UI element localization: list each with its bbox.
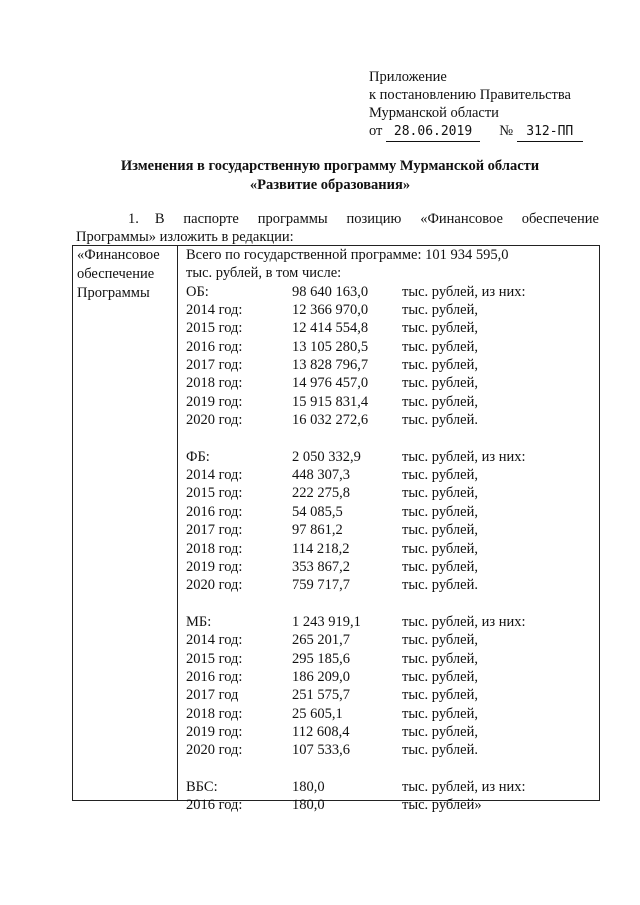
row-unit: тыс. рублей, xyxy=(402,668,478,685)
row-value: 112 608,4 xyxy=(292,723,350,740)
row-unit: тыс. рублей, xyxy=(402,687,478,704)
row-unit: тыс. рублей, xyxy=(402,522,478,539)
paragraph-words xyxy=(155,210,599,228)
funding-group xyxy=(186,283,596,448)
funding-group xyxy=(186,778,596,815)
row-value: 251 575,7 xyxy=(292,687,350,704)
row-label: 2016 год: xyxy=(186,797,243,814)
row-unit: тыс. рублей, из них: xyxy=(402,448,526,465)
row-value: 15 915 831,4 xyxy=(292,393,369,410)
group-spacer xyxy=(186,429,596,447)
annex-date-line xyxy=(369,122,629,142)
row-value: 107 533,6 xyxy=(292,742,350,759)
row-label: 2016 год: xyxy=(186,668,243,685)
row-unit: тыс. рублей, из них: xyxy=(402,283,526,300)
table-total xyxy=(186,246,596,283)
row-value: 114 218,2 xyxy=(292,540,350,557)
row-label: 2014 год: xyxy=(186,632,243,649)
row-value: 54 085,5 xyxy=(292,503,343,520)
row-value: 353 867,2 xyxy=(292,558,350,575)
row-label: 2020 год: xyxy=(186,742,243,759)
funding-row xyxy=(186,466,596,484)
row-unit: тыс. рублей. xyxy=(402,412,478,429)
financing-table xyxy=(72,245,600,814)
annex-from-label: от xyxy=(369,123,383,139)
row-label: 2015 год: xyxy=(186,320,243,337)
row-unit: тыс. рублей, xyxy=(402,375,478,392)
title-line-1: Изменения в государственную программу Мурманской области xyxy=(120,158,540,174)
row-value: 448 307,3 xyxy=(292,467,350,484)
table-left-cell xyxy=(77,246,177,303)
row-unit: тыс. рублей, xyxy=(402,650,478,667)
total-line-1: Всего по государственной программе: 101 934 595,0 xyxy=(186,247,509,263)
row-unit: тыс. рублей, xyxy=(402,503,478,520)
paragraph-line-1 xyxy=(76,210,599,228)
row-value: 1 243 919,1 xyxy=(292,613,361,630)
annex-line-2: к постановлению Правительства xyxy=(369,87,571,103)
funding-row xyxy=(186,796,596,814)
row-unit: тыс. рублей, xyxy=(402,485,478,502)
row-value: 222 275,8 xyxy=(292,485,350,502)
total-line-2: тыс. рублей, в том числе: xyxy=(186,265,342,282)
row-label: ВБС: xyxy=(186,778,218,795)
row-value: 265 201,7 xyxy=(292,632,350,649)
row-value: 97 861,2 xyxy=(292,522,343,539)
funding-row xyxy=(186,778,596,796)
row-unit: тыс. рублей, xyxy=(402,357,478,374)
funding-row xyxy=(186,631,596,649)
row-value: 180,0 xyxy=(292,797,325,814)
row-value: 13 105 280,5 xyxy=(292,338,369,355)
row-label: 2017 год: xyxy=(186,357,243,374)
left-cell-line: «Финансовое xyxy=(77,247,160,263)
funding-row xyxy=(186,374,596,392)
funding-row xyxy=(186,540,596,558)
row-unit: тыс. рублей, из них: xyxy=(402,778,526,795)
row-label: 2015 год: xyxy=(186,485,243,502)
row-value: 12 414 554,8 xyxy=(292,320,369,337)
row-label: 2019 год: xyxy=(186,393,243,410)
left-cell-line: Программы xyxy=(77,285,150,301)
row-value: 16 032 272,6 xyxy=(292,412,369,429)
funding-row xyxy=(186,576,596,594)
funding-row xyxy=(186,613,596,631)
row-unit: тыс. рублей» xyxy=(402,797,482,814)
row-label: 2014 год: xyxy=(186,467,243,484)
funding-group xyxy=(186,613,596,778)
row-label: 2014 год: xyxy=(186,302,243,319)
row-label: 2017 год: xyxy=(186,522,243,539)
funding-row xyxy=(186,393,596,411)
funding-group xyxy=(186,448,596,613)
paragraph-word: позицию xyxy=(346,211,402,227)
row-value: 13 828 796,7 xyxy=(292,357,369,374)
document-title xyxy=(60,157,600,195)
table-right-cell xyxy=(186,246,596,815)
paragraph-word: программы xyxy=(257,211,328,227)
group-spacer xyxy=(186,595,596,613)
row-value: 12 366 970,0 xyxy=(292,302,369,319)
annex-number-label: № xyxy=(499,123,514,139)
funding-row xyxy=(186,521,596,539)
row-label: 2018 год: xyxy=(186,540,243,557)
annex-date: 28.06.2019 xyxy=(386,123,480,142)
row-label: 2020 год: xyxy=(186,577,243,594)
row-value: 98 640 163,0 xyxy=(292,283,369,300)
row-unit: тыс. рублей. xyxy=(402,742,478,759)
funding-row xyxy=(186,484,596,502)
funding-row xyxy=(186,650,596,668)
funding-row xyxy=(186,503,596,521)
paragraph-word: «Финансовое xyxy=(420,211,503,227)
row-unit: тыс. рублей, xyxy=(402,320,478,337)
row-label: 2019 год: xyxy=(186,558,243,575)
funding-row xyxy=(186,668,596,686)
paragraph-word: обеспечение xyxy=(521,211,599,227)
row-unit: тыс. рублей, xyxy=(402,338,478,355)
row-label: МБ: xyxy=(186,613,212,630)
funding-row xyxy=(186,741,596,759)
funding-row xyxy=(186,411,596,429)
row-unit: тыс. рублей. xyxy=(402,577,478,594)
funding-groups xyxy=(186,283,596,815)
row-unit: тыс. рублей, xyxy=(402,467,478,484)
funding-row xyxy=(186,558,596,576)
row-unit: тыс. рублей, xyxy=(402,723,478,740)
row-value: 759 717,7 xyxy=(292,577,350,594)
row-value: 14 976 457,0 xyxy=(292,375,369,392)
funding-row xyxy=(186,319,596,337)
row-unit: тыс. рублей, xyxy=(402,705,478,722)
row-label: 2018 год: xyxy=(186,375,243,392)
title-line-2: «Развитие образования» xyxy=(249,177,411,193)
left-cell-line: обеспечение xyxy=(77,266,155,282)
row-unit: тыс. рублей, из них: xyxy=(402,613,526,630)
paragraph-number: 1. xyxy=(128,211,139,227)
paragraph-word: В xyxy=(154,211,165,227)
row-unit: тыс. рублей, xyxy=(402,540,478,557)
row-label: 2018 год: xyxy=(186,705,243,722)
funding-row xyxy=(186,356,596,374)
row-label: 2016 год: xyxy=(186,503,243,520)
row-value: 186 209,0 xyxy=(292,668,350,685)
row-label: ФБ: xyxy=(186,448,210,465)
annex-number: 312-ПП xyxy=(517,123,583,142)
paragraph-word: паспорте xyxy=(183,211,239,227)
funding-row xyxy=(186,283,596,301)
paragraph-1 xyxy=(76,210,599,246)
annex-line-3: Мурманской области xyxy=(369,105,499,121)
group-spacer xyxy=(186,760,596,778)
row-unit: тыс. рублей, xyxy=(402,632,478,649)
row-label: 2016 год: xyxy=(186,338,243,355)
funding-row xyxy=(186,723,596,741)
funding-row xyxy=(186,338,596,356)
row-value: 295 185,6 xyxy=(292,650,350,667)
row-unit: тыс. рублей, xyxy=(402,558,478,575)
funding-row xyxy=(186,448,596,466)
row-value: 2 050 332,9 xyxy=(292,448,361,465)
row-value: 180,0 xyxy=(292,778,325,795)
annex-header xyxy=(369,68,629,142)
funding-row xyxy=(186,686,596,704)
annex-line-1: Приложение xyxy=(369,69,447,85)
paragraph-line-2: Программы» изложить в редакции: xyxy=(76,229,294,245)
row-label: 2017 год xyxy=(186,687,239,704)
row-label: ОБ: xyxy=(186,283,209,300)
row-label: 2019 год: xyxy=(186,723,243,740)
funding-row xyxy=(186,301,596,319)
row-unit: тыс. рублей, xyxy=(402,302,478,319)
row-unit: тыс. рублей, xyxy=(402,393,478,410)
row-label: 2015 год: xyxy=(186,650,243,667)
funding-row xyxy=(186,705,596,723)
table-column-divider xyxy=(177,246,178,800)
row-value: 25 605,1 xyxy=(292,705,343,722)
row-label: 2020 год: xyxy=(186,412,243,429)
